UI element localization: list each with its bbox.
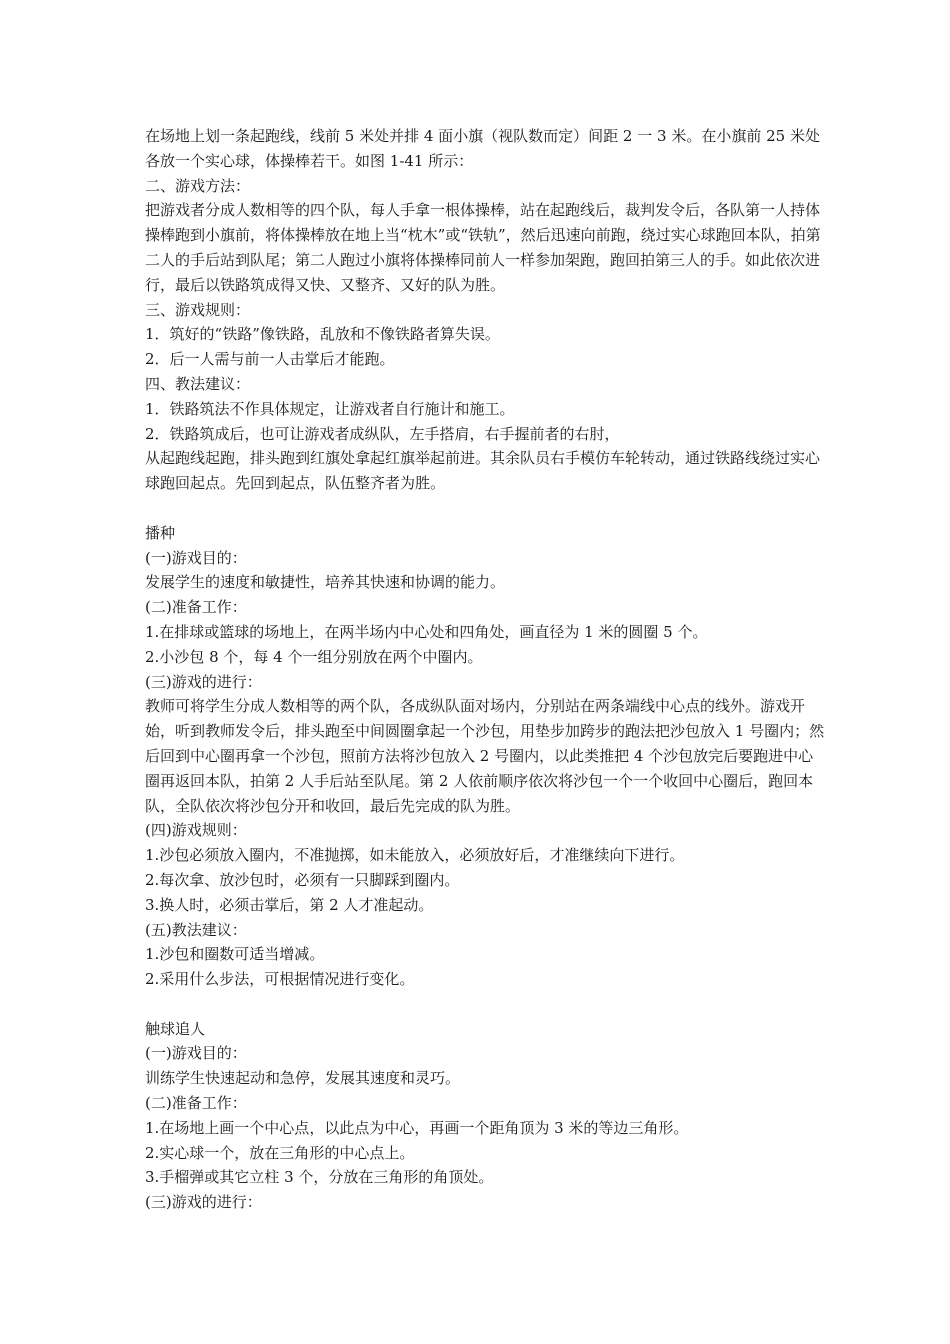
heading-sowing-purpose: (一)游戏目的： (145, 548, 247, 567)
sowing-advice-item-2: 2.采用什么步法，可根据情况进行变化。 (145, 970, 415, 989)
paragraph-field-setup: 在场地上划一条起跑线，线前 5 米处并排 4 面小旗（视队数而定）间距 2 一 3 米。在小旗前 25 米处各放一个实心球，体操棒若干。如图 1-41 所示： (145, 127, 820, 170)
sowing-prep-item-2: 2.小沙包 8 个，每 4 个一组分别放在两个中圈内。 (145, 647, 483, 666)
section-title-touch-ball-chase: 触球追人 (145, 1019, 206, 1038)
heading-teaching-advice: 四、教法建议： (145, 374, 251, 393)
heading-game-rules: 三、游戏规则： (145, 300, 251, 319)
chase-prep-item-1: 1.在场地上画一个中心点，以此点为中心，再画一个距角顶为 3 米的等边三角形。 (145, 1118, 689, 1137)
rule-item-2: 2．后一人需与前一人击掌后才能跑。 (145, 350, 395, 369)
paragraph-sowing-procedure: 教师可将学生分成人数相等的两个队，各成纵队面对场内，分别站在两条端线中心点的线外。游戏开始，听到教师发令后，排头跑至中间圆圈拿起一个沙包，用垫步加跨步的跑法把沙包放入 1 号圈内；然后回到中心圈再拿一个沙包，照前方法将沙包放入 2 号圈内，以此类推把 4 个沙包放完后要跑进中心圈再返回本队，拍第 2 人手后站至队尾。第 2 人依前顺序依次将沙包一个一个收回中心圈后，跑回本队，全队依次将沙包分开和收回，最后先完成的队为胜。 (145, 697, 825, 815)
heading-game-method: 二、游戏方法： (145, 176, 251, 195)
rule-item-1: 1．筑好的“铁路”像铁路，乱放和不像铁路者算失误。 (145, 325, 500, 344)
sowing-prep-item-1: 1.在排球或篮球的场地上，在两半场内中心处和四角处，画直径为 1 米的圆圈 5 个。 (145, 622, 708, 641)
paragraph-advice-continuation: 从起跑线起跑，排头跑到红旗处拿起红旗举起前进。其余队员右手模仿车轮转动，通过铁路线绕过实心球跑回起点。先回到起点，队伍整齐者为胜。 (145, 449, 821, 493)
heading-sowing-procedure: (三)游戏的进行： (145, 672, 262, 691)
heading-sowing-preparation: (二)准备工作： (145, 598, 247, 617)
advice-item-2: 2．铁路筑成后，也可让游戏者成纵队，左手搭肩，右手握前者的右肘， (145, 424, 620, 443)
sowing-rule-item-3: 3.换人时，必须击掌后，第 2 人才准起动。 (145, 895, 434, 914)
heading-chase-procedure: (三)游戏的进行： (145, 1193, 262, 1212)
sowing-rule-item-1: 1.沙包必须放入圈内，不准抛掷，如未能放入，必须放好后，才准继续向下进行。 (145, 846, 685, 865)
paragraph-chase-purpose: 训练学生快速起动和急停，发展其速度和灵巧。 (145, 1069, 461, 1088)
heading-chase-purpose: (一)游戏目的： (145, 1044, 247, 1063)
paragraph-sowing-purpose: 发展学生的速度和敏捷性，培养其快速和协调的能力。 (145, 573, 506, 592)
heading-chase-preparation: (二)准备工作： (145, 1094, 247, 1113)
paragraph-game-method: 把游戏者分成人数相等的四个队，每人手拿一根体操棒，站在起跑线后，裁判发令后，各队第一人持体操棒跑到小旗前，将体操棒放在地上当“枕木”或“铁轨”，然后迅速向前跑，绕过实心球跑回本队，拍第二人的手后站到队尾；第二人跑过小旗将体操棒同前人一样参加架跑，跑回拍第三人的手。如此依次进行，最后以铁路筑成得又快、又整齐、又好的队为胜。 (145, 201, 821, 294)
heading-sowing-advice: (五)教法建议： (145, 920, 247, 939)
document-body (145, 124, 825, 1215)
chase-prep-item-3: 3.手榴弹或其它立柱 3 个，分放在三角形的角顶处。 (145, 1168, 494, 1187)
section-title-sowing: 播种 (145, 523, 176, 542)
sowing-advice-item-1: 1.沙包和圈数可适当增减。 (145, 945, 325, 964)
advice-item-1: 1．铁路筑法不作具体规定，让游戏者自行施计和施工。 (145, 399, 515, 418)
heading-sowing-rules: (四)游戏规则： (145, 821, 247, 840)
chase-prep-item-2: 2.实心球一个，放在三角形的中心点上。 (145, 1143, 415, 1162)
blank-line (145, 992, 825, 1017)
sowing-rule-item-2: 2.每次拿、放沙包时，必须有一只脚踩到圈内。 (145, 870, 460, 889)
blank-line (145, 496, 825, 521)
